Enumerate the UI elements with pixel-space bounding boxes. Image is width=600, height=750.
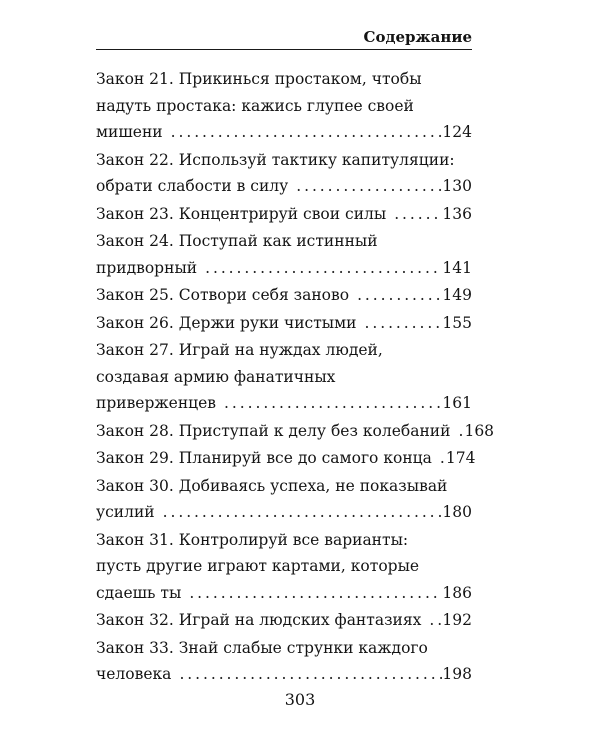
- running-header: Содержание: [96, 28, 472, 50]
- toc-entry-text: Закон 21. Прикинься простаком, чтобы: [96, 70, 422, 88]
- toc-page-number: 141: [442, 258, 472, 277]
- toc-entry-line: [96, 473, 472, 500]
- toc-entry-line: [96, 499, 472, 526]
- dot-leader: [181, 580, 442, 607]
- toc-page-number: 198: [442, 665, 472, 683]
- toc-entry: [96, 527, 472, 607]
- toc-entry-text: пусть другие играют картами, которые: [96, 557, 420, 575]
- toc-entry: [96, 445, 476, 472]
- toc-entry: [96, 607, 472, 634]
- dot-leader: [288, 173, 442, 200]
- dot-leader: [163, 119, 443, 146]
- toc-entry: [96, 147, 472, 200]
- toc-entry-text: Закон 25. Сотвори себя заново: [96, 286, 350, 304]
- dot-leader: [357, 310, 443, 337]
- toc-entry-line: [96, 255, 472, 282]
- toc-entry-text: Закон 31. Контролируй все варианты:: [96, 530, 409, 549]
- toc-entry-text: придворный: [96, 258, 198, 277]
- dot-leader: [432, 445, 446, 472]
- toc-entry: [96, 228, 472, 281]
- toc-entry-line: [96, 228, 472, 255]
- page-number: 303: [284, 690, 316, 709]
- toc-entry-line: [96, 147, 472, 174]
- toc-entry-line: [96, 173, 472, 200]
- toc-entry-line: [96, 580, 472, 607]
- toc-page-number: 124: [442, 123, 472, 141]
- dot-leader: [450, 418, 464, 445]
- table-of-contents: [96, 66, 495, 689]
- toc-entry: [96, 310, 472, 337]
- toc-entry-text: человека: [96, 665, 172, 683]
- toc-entry-text: Закон 32. Играй на людских фантазиях: [96, 611, 422, 629]
- toc-page-number: 155: [442, 313, 472, 332]
- toc-entry-text: Закон 27. Играй на нуждах людей,: [96, 341, 383, 359]
- toc-entry-text: Закон 30. Добиваясь успеха, не показывай: [96, 476, 448, 495]
- toc-page-number: 192: [442, 611, 472, 629]
- toc-page-number: 149: [442, 286, 472, 304]
- dot-leader: [171, 661, 442, 688]
- toc-entry-text: надуть простака: кажись глупее своей: [96, 96, 414, 115]
- toc-entry-text: мишени: [96, 123, 163, 141]
- toc-entry-line: [96, 527, 472, 554]
- toc-entry-line: [96, 364, 472, 391]
- toc-page-number: 186: [442, 583, 472, 602]
- dot-leader: [421, 607, 442, 634]
- toc-entry-line: [96, 201, 472, 228]
- toc-entry-line: [96, 337, 472, 364]
- toc-entry-text: Закон 23. Концентрируй свои силы: [96, 204, 387, 223]
- toc-page-number: 174: [445, 449, 476, 467]
- toc-entry-text: Закон 33. Знай слабые струнки каждого: [96, 638, 428, 657]
- toc-entry-line: [96, 66, 472, 93]
- toc-page-number: 180: [442, 503, 472, 521]
- toc-entry-line: [96, 390, 472, 417]
- toc-entry-text: Закон 24. Поступай как истинный: [96, 232, 378, 250]
- toc-entry-line: [96, 635, 472, 662]
- toc-entry-text: приверженцев: [96, 394, 217, 412]
- toc-entry-text: создавая армию фанатичных: [96, 367, 336, 386]
- toc-entry-line: [96, 445, 476, 472]
- toc-entry: [96, 635, 472, 688]
- toc-entry-text: Закон 28. Приступай к делу без колебаний: [96, 421, 451, 440]
- toc-entry-text: Закон 26. Держи руки чистыми: [96, 313, 357, 332]
- dot-leader: [349, 282, 442, 309]
- toc-entry: [96, 201, 472, 228]
- toc-entry: [96, 473, 472, 526]
- toc-entry-text: обрати слабости в силу: [96, 177, 289, 195]
- toc-page-number: 136: [442, 204, 472, 223]
- dot-leader: [155, 499, 443, 526]
- toc-entry-text: Закон 22. Используй тактику капитуляции:: [96, 150, 455, 169]
- dot-leader: [386, 201, 442, 228]
- dot-leader: [216, 390, 442, 417]
- toc-entry: [96, 66, 472, 146]
- toc-entry-line: [96, 553, 472, 580]
- toc-entry-line: [96, 93, 472, 120]
- toc-entry: [96, 282, 472, 309]
- toc-entry: [96, 337, 472, 417]
- toc-entry-line: [96, 661, 472, 688]
- toc-entry-text: сдаешь ты: [96, 583, 182, 602]
- toc-entry: [96, 418, 495, 445]
- toc-entry-line: [96, 282, 472, 309]
- toc-entry-line: [96, 418, 495, 445]
- toc-entry-line: [96, 607, 472, 634]
- toc-entry-text: Закон 29. Планируй все до самого конца: [96, 449, 432, 467]
- dot-leader: [197, 255, 442, 282]
- toc-entry-line: [96, 310, 472, 337]
- toc-entry-line: [96, 119, 472, 146]
- toc-page-number: 130: [442, 177, 472, 195]
- toc-page-number: 161: [442, 394, 472, 412]
- toc-entry-text: усилий: [96, 503, 155, 521]
- toc-page-number: 168: [464, 421, 495, 440]
